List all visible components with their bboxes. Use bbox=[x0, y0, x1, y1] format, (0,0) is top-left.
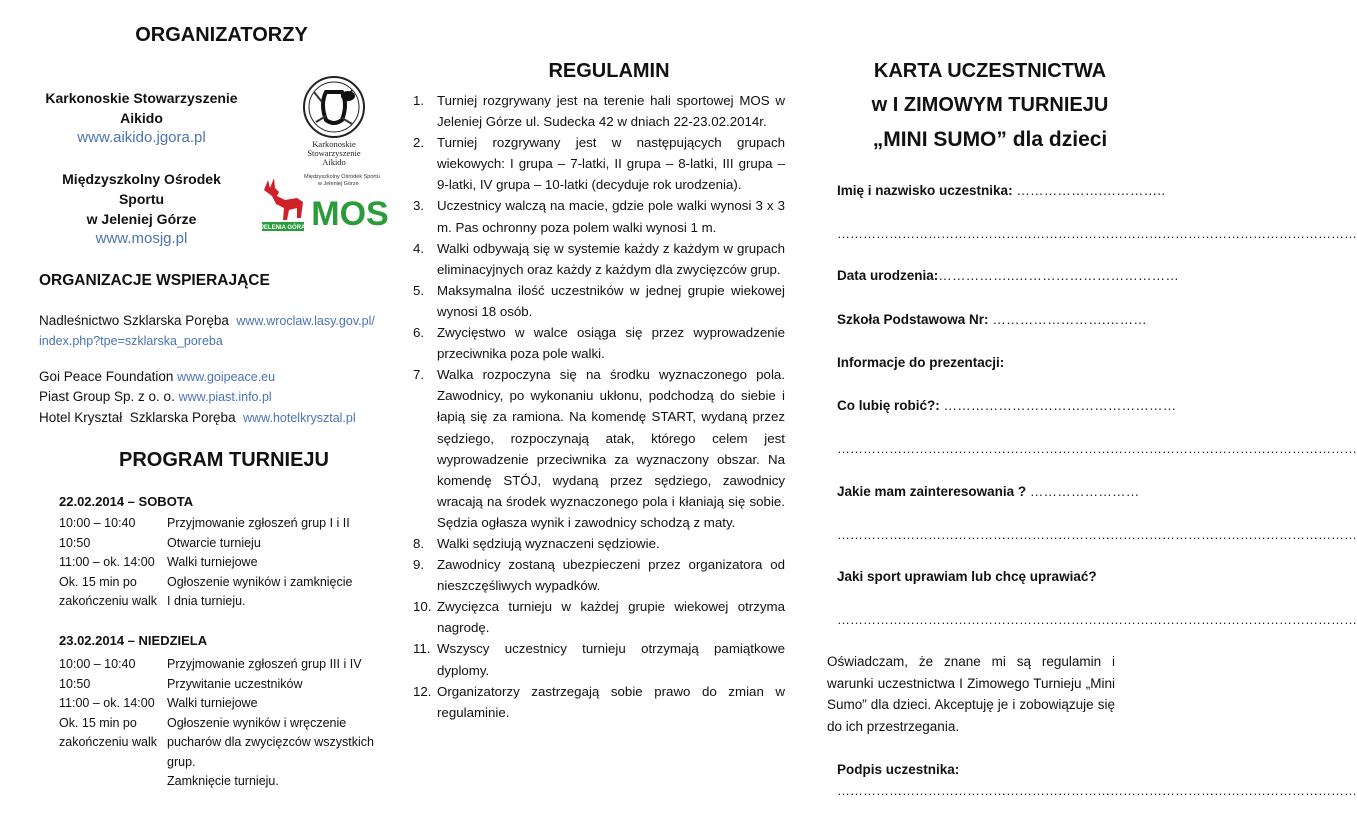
program-time: 10:00 – 10:40 bbox=[59, 516, 136, 530]
aikido-association-logo bbox=[286, 74, 382, 166]
presentation-info-label: Informacje do prezentacji: bbox=[837, 355, 1005, 370]
organizer-name-line: Aikido bbox=[120, 110, 163, 126]
program-time: 10:50 bbox=[59, 535, 91, 550]
interests-field-label: Jakie mam zainteresowania ? bbox=[837, 484, 1027, 499]
hobbies-field-label: Co lubię robić?: bbox=[837, 398, 940, 413]
presentation-info-heading bbox=[837, 355, 1004, 370]
rule-text: Walki sędziują wyznaczeni sędziowie. bbox=[437, 535, 660, 551]
program-time: 10:50 bbox=[59, 676, 91, 691]
supporter-url[interactable]: www.hotelkrysztal.pl bbox=[243, 411, 356, 425]
sport-field-line[interactable]: ………………………………………………………………………………………………………… bbox=[837, 612, 1357, 627]
rule-number: 7. bbox=[413, 367, 425, 383]
interests-field-line[interactable]: ………………………………………………………………………………………………………… bbox=[837, 527, 1357, 542]
program-row bbox=[59, 675, 399, 695]
program-desc: Otwarcie turnieju bbox=[167, 535, 261, 550]
program-desc: Ogłoszenie wyników i wręczenie bbox=[167, 715, 347, 730]
rule-item bbox=[413, 280, 785, 322]
rule-item bbox=[413, 90, 785, 132]
program-table-day2 bbox=[59, 655, 399, 792]
program-desc: grup. bbox=[167, 754, 196, 769]
birthdate-field[interactable]: Data urodzenia:……………..……………………………… bbox=[837, 268, 1180, 283]
rule-text: Wszyscy uczestnicy turnieju otrzymają pamiątkowe dyplomy. bbox=[437, 641, 785, 678]
program-desc: Przyjmowanie zgłoszeń grup III i IV bbox=[167, 657, 362, 671]
supporter-url[interactable]: www.goipeace.eu bbox=[177, 370, 276, 384]
declaration-text: Oświadczam, że znane mi są regulamin i warunki uczestnictwa I Zimowego Turnieju „Mini Sumo” dla dzieci. Akceptuję je i zobowiązuje się do ich przestrzegania. bbox=[827, 654, 1115, 734]
program-row bbox=[59, 534, 399, 554]
program-desc: Zamknięcie turnieju. bbox=[167, 774, 279, 788]
rule-number: 8. bbox=[413, 535, 425, 551]
supporter-item bbox=[39, 387, 272, 407]
rule-item bbox=[413, 596, 785, 638]
rule-item bbox=[413, 238, 785, 280]
program-time: 11:00 – ok. 14:00 bbox=[59, 696, 155, 710]
rule-number: 1. bbox=[413, 93, 425, 108]
rule-text: Uczestnicy walczą na macie, gdzie pole walki wynosi 3 x 3 m. Pas ochronny poza polem walki wynosi 1 m. bbox=[437, 198, 785, 235]
day-title: 22.02.2014 – SOBOTA bbox=[59, 494, 194, 509]
rule-text: Organizatorzy zastrzegają sobie prawo do zmian w regulaminie. bbox=[437, 683, 785, 720]
organizer-mos bbox=[34, 169, 249, 249]
rule-item bbox=[413, 533, 785, 554]
birthdate-field-label: Data urodzenia: bbox=[837, 268, 939, 283]
card-title-line: KARTA UCZESTNICTWA bbox=[873, 60, 1107, 82]
rule-number: 6. bbox=[413, 325, 425, 341]
program-row bbox=[59, 573, 399, 593]
program-time bbox=[59, 753, 167, 773]
program-row bbox=[59, 694, 399, 714]
rule-item bbox=[413, 554, 785, 596]
rule-item bbox=[413, 132, 785, 195]
program-row bbox=[59, 514, 399, 534]
organizers-title: ORGANIZATORZY bbox=[135, 24, 308, 46]
supporter-url[interactable]: index.php?tpe=szklarska_poreba bbox=[39, 334, 223, 348]
name-field[interactable]: Imię i nazwisko uczestnika: ……………….………….. bbox=[837, 183, 1166, 198]
rule-number: 12. bbox=[413, 683, 432, 699]
interests-field[interactable]: Jakie mam zainteresowania ? …………………… bbox=[837, 484, 1140, 499]
rule-number: 3. bbox=[413, 198, 425, 214]
card-title-line: „MINI SUMO” dla dzieci bbox=[872, 128, 1108, 151]
organizer-name-line: Karkonoskie Stowarzyszenie bbox=[45, 90, 238, 106]
rule-item bbox=[413, 364, 785, 533]
sport-field[interactable] bbox=[837, 569, 1097, 584]
program-time bbox=[59, 772, 167, 792]
sport-field-label: Jaki sport uprawiam lub chcę uprawiać? bbox=[837, 569, 1097, 584]
logo-wordmark: MOS bbox=[311, 195, 389, 233]
rules-title: REGULAMIN bbox=[548, 60, 670, 82]
organizer-name-line: Międzyszkolny Ośrodek bbox=[62, 171, 221, 187]
program-row bbox=[59, 772, 399, 792]
rule-number: 4. bbox=[413, 240, 425, 256]
signature-field-line[interactable]: ………………………………………………………………………………………………………… bbox=[837, 783, 1357, 798]
name-field-line[interactable]: ………………………………………………………………………………………………………… bbox=[837, 226, 1357, 241]
supporter-name: Goi Peace Foundation bbox=[39, 369, 174, 384]
supporter-item bbox=[39, 311, 399, 351]
program-desc: Walki turniejowe bbox=[167, 555, 258, 569]
rule-text: Zwycięstwo w walce osiąga się przez wyprowadzenie przeciwnika poza pole walki. bbox=[437, 325, 785, 362]
rule-number: 11. bbox=[413, 641, 431, 657]
program-row bbox=[59, 714, 399, 734]
school-field-label: Szkoła Podstawowa Nr: bbox=[837, 312, 989, 327]
program-desc: pucharów dla zwycięzców wszystkich bbox=[167, 735, 375, 749]
supporter-name: Piast Group Sp. z o. o. bbox=[39, 389, 175, 404]
logo-text: Karkonoskie bbox=[312, 139, 356, 149]
school-field[interactable]: Szkoła Podstawowa Nr: …………………….……… bbox=[837, 312, 1147, 327]
program-desc: Przyjmowanie zgłoszeń grup I i II bbox=[167, 516, 350, 530]
rule-text: Turniej rozgrywany jest na terenie hali sportowej MOS w Jeleniej Górze ul. Sudecka 42 w dniach 22-23.02.2014r. bbox=[437, 93, 785, 130]
logo-text: Stowarzyszenie bbox=[307, 148, 361, 158]
program-desc: I dnia turnieju. bbox=[167, 594, 246, 608]
rule-number: 5. bbox=[413, 282, 425, 298]
hobbies-field[interactable]: Co lubię robić?: …………………………………………… bbox=[837, 398, 1177, 413]
program-desc: Walki turniejowe bbox=[167, 696, 258, 710]
rule-item bbox=[413, 195, 785, 237]
program-time: zakończeniu walk bbox=[59, 735, 157, 749]
program-row bbox=[59, 733, 399, 753]
day-title: 23.02.2014 – NIEDZIELA bbox=[59, 633, 208, 648]
supporter-url[interactable]: www.wroclaw.lasy.gov.pl/ bbox=[236, 314, 375, 328]
signature-field-label: Podpis uczestnika: bbox=[837, 762, 960, 777]
program-row bbox=[59, 655, 399, 675]
rule-item bbox=[413, 322, 785, 364]
rule-text: Walki odbywają się w systemie każdy z każdym w grupach eliminacyjnych oraz każdy z każdym dla zwycięzców grup. bbox=[437, 240, 785, 277]
supporter-url[interactable]: www.piast.info.pl bbox=[178, 390, 272, 404]
organizer-url[interactable]: www.aikido.jgora.pl bbox=[77, 129, 206, 146]
rule-number: 9. bbox=[413, 557, 425, 573]
program-time: 10:00 – 10:40 bbox=[59, 657, 136, 671]
program-desc: Przywitanie uczestników bbox=[167, 676, 303, 691]
logo-caption: Międzyszkolny Ośrodek Sportu bbox=[304, 174, 380, 180]
organizer-name-line: Sportu bbox=[118, 191, 165, 207]
program-row bbox=[59, 592, 399, 612]
program-time: Ok. 15 min po bbox=[59, 574, 137, 589]
program-table-day1 bbox=[59, 514, 399, 612]
rule-number: 10. bbox=[413, 599, 432, 615]
supporter-name: Nadleśnictwo Szklarska Poręba bbox=[39, 313, 229, 328]
rule-item bbox=[413, 681, 785, 723]
organizer-url[interactable]: www.mosjg.pl bbox=[95, 230, 188, 247]
signature-field[interactable] bbox=[837, 762, 959, 777]
program-row bbox=[59, 753, 399, 773]
hobbies-field-line[interactable]: ………………………………………………………………………………………………………… bbox=[837, 441, 1357, 456]
supporter-item bbox=[39, 367, 275, 387]
name-field-label: Imię i nazwisko uczestnika: bbox=[837, 183, 1013, 198]
program-title: PROGRAM TURNIEJU bbox=[118, 449, 329, 471]
organizer-aikido bbox=[34, 88, 249, 148]
supporter-name: Hotel Kryształ Szklarska Poręba bbox=[39, 410, 236, 425]
rule-text: Maksymalna ilość uczestników w jednej grupie wiekowej wynosi 18 osób. bbox=[437, 282, 785, 319]
rule-text: Zwycięzca turnieju w każdej grupie wiekowej otrzyma nagrodę. bbox=[437, 599, 785, 636]
rule-text: Turniej rozgrywany jest w następujących grupach wiekowych: I grupa – 7-latki, II grupa – 8-latki, III grupa – 9-latki, IV grupa – 10-latki (decyduje rok urodzenia). bbox=[437, 135, 785, 193]
program-desc: Ogłoszenie wyników i zamknięcie bbox=[167, 574, 353, 589]
program-time: Ok. 15 min po bbox=[59, 715, 137, 730]
program-row bbox=[59, 553, 399, 573]
rule-item bbox=[413, 638, 785, 680]
rule-text: Walka rozpoczyna się na środku wyznaczonego pola. Zawodnicy, po wykonaniu ukłonu, podchodzą do siebie i łapią się za ramiona. Na komendę START, wydaną przez sędziego, rozpoczynają atak, którego celem jest wyprowadzenie przeciwnika za wyznaczony obszar. Na komendę STÓJ, wydaną przez sędziego, zawodnicy wracają na środek wyznaczonego pola i kłaniają się sobie. Sędzia ogłasza wynik i zawodnicy schodzą z maty. bbox=[437, 367, 785, 530]
logo-city: JELENIA GÓRA bbox=[260, 225, 306, 231]
supporters-title: ORGANIZACJE WSPIERAJĄCE bbox=[39, 272, 270, 289]
logo-caption: w Jeleniej Górze bbox=[318, 181, 359, 187]
organizer-name-line: w Jeleniej Górze bbox=[86, 211, 197, 227]
rules-list bbox=[413, 90, 785, 723]
program-time: zakończeniu walk bbox=[59, 594, 157, 608]
rule-number: 2. bbox=[413, 135, 425, 151]
logo-text: Aikido bbox=[322, 157, 346, 167]
program-time: 11:00 – ok. 14:00 bbox=[59, 555, 155, 569]
supporter-item bbox=[39, 408, 356, 428]
mos-logo bbox=[258, 170, 394, 234]
rule-text: Zawodnicy zostaną ubezpieczeni przez organizatora od nieszczęśliwych wypadków. bbox=[437, 557, 785, 594]
card-title-line: w I ZIMOWYM TURNIEJU bbox=[871, 94, 1109, 116]
